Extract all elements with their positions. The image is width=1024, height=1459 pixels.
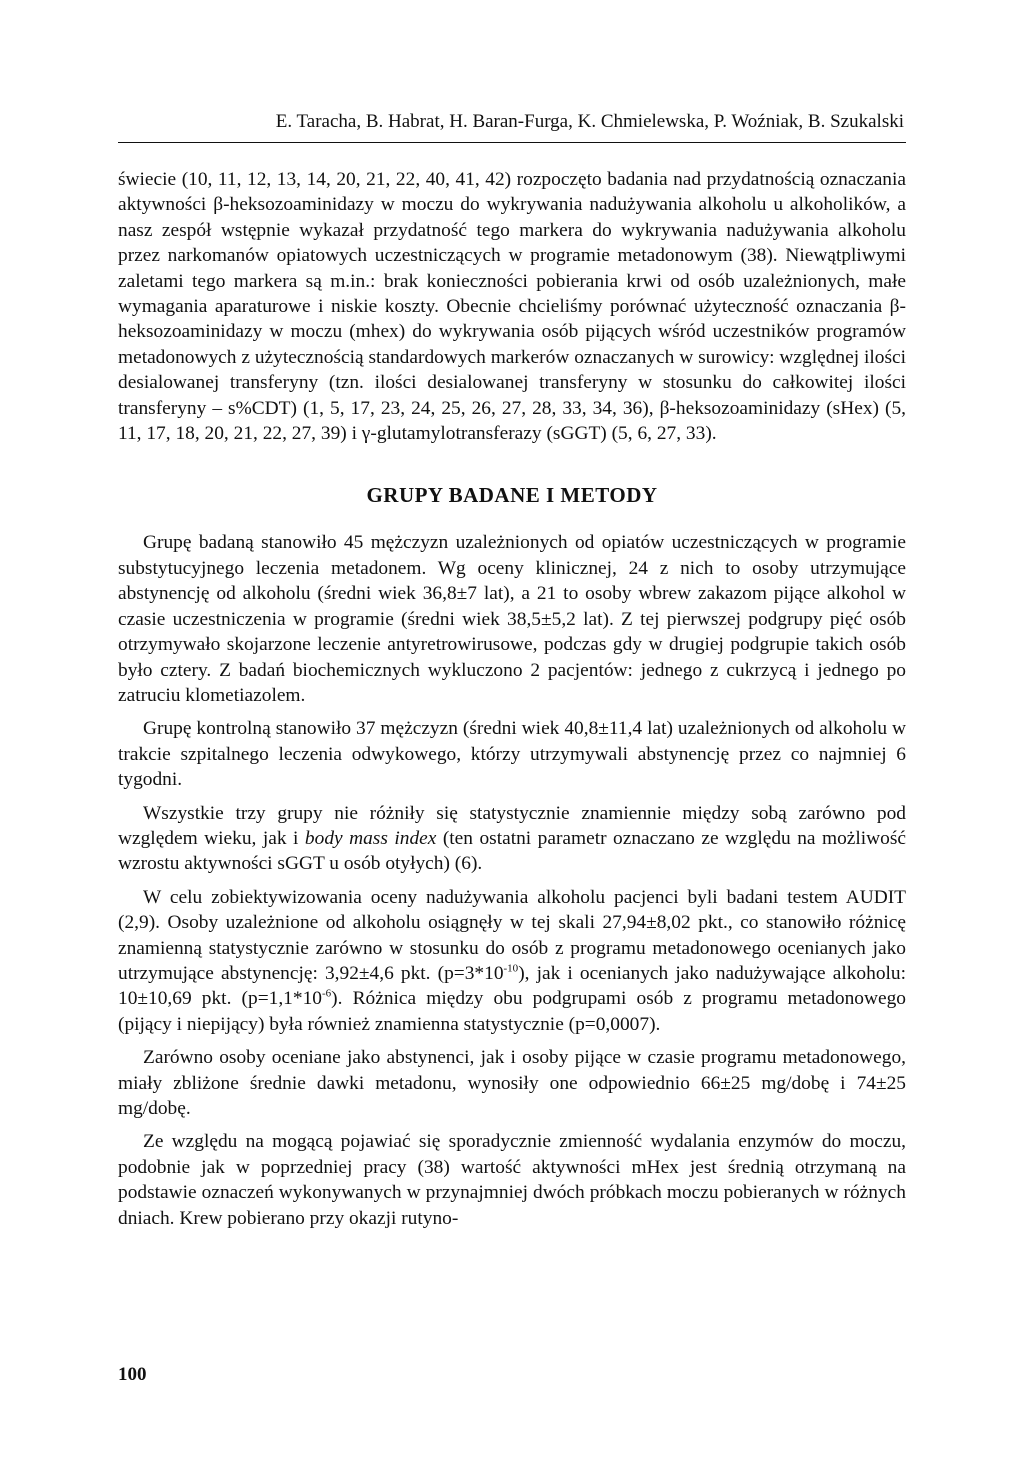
paragraph-audit [118,885,906,1037]
paragraph-audit-part-a: W celu zobiektywizowania oceny nadużywania alkoholu pacjenci byli badani testem AUDIT (2,9). Osoby uzależnione od alkoholu osiągnęły w tej skali 27,94±8,02 pkt., co stanowiło różnicę znamienną statystycznie zarówno w stosunku do osób z programu metadonowego ocenianych jako utrzymujące abstynencję: 3,92±4,6 pkt. (p=3*10 [118,886,906,984]
intro-paragraph: świecie (10, 11, 12, 13, 14, 20, 21, 22, 40, 41, 42) rozpoczęto badania nad przydatnością oznaczania aktywności β-heksozoaminidazy w moczu do wykrywania nadużywania alkoholu u alkoholików, a nasz zespół wstępnie wykazał przydatność tego markera do wykrywania nadużywania alkoholu przez narkomanów opiatowych uczestniczących w programie metadonowym (38). Niewątpliwymi zaletami tego markera są m.in.: brak konieczności pobierania krwi od osób uzależnionych, małe wymagania aparaturowe i niskie koszty. Obecnie chcieliśmy porównać użyteczność oznaczania β-heksozoaminidazy w moczu (mhex) do wykrywania osób pijących wśród uczestników programów metadonowych z użytecznością standardowych markerów oznaczanych w surowicy: względnej ilości desialowanej transferyny (tzn. ilości desialowanej transferyny w stosunku do całkowitej ilości transferyny – s%CDT) (1, 5, 17, 23, 24, 25, 26, 27, 28, 33, 34, 36), β-heksozoaminidazy (sHex) (5, 11, 17, 18, 20, 21, 22, 27, 39) i γ-glutamylotransferazy (sGGT) (5, 6, 27, 33). [118,169,906,445]
superscript-b: -6 [321,987,332,1000]
superscript-a: -10 [503,962,519,975]
paragraph-audit-part-c: ). Różnica między obu podgrupami osób z programu metadonowego (pijący i niepijący) była również znamienna statystycznie (p=0,0007). [118,988,906,1035]
paragraph-methadone-doses: Zarówno osoby oceniane jako abstynenci, jak i osoby pijące w czasie programu metadonowego, miały zbliżone średnie dawki metadonu, wynosiły one odpowiednio 66±25 mg/dobę i 74±25 mg/dobę. [118,1047,906,1119]
page-content [118,110,906,1239]
paragraph-audit-part-b: ), jak i ocenianych jako nadużywające alkoholu: 10±10,69 pkt. (p=1,1*10 [118,962,906,1010]
paragraph-comparison [118,801,906,877]
section-heading: GRUPY BADANE I METODY [366,483,658,508]
header-rule [118,142,906,143]
paragraph-study-group: Grupę badaną stanowiło 45 mężczyzn uzależnionych od opiatów uczestniczących w programie substytucyjnego leczenia metadonem. Wg oceny klinicznej, 24 z nich to osoby utrzymujące abstynencję od alkoholu (średni wiek 36,8±7 lat), a 21 to osoby wbrew zakazom pijące alkohol w czasie uczestniczenia w programie (średni wiek 38,5±5,2 lat). Z tej pierwszej podgrupy pięć osób otrzymywało skojarzone leczenie antyretrowirusowe, podczas gdy w drugiej podgrupie takich osób było cztery. Z badań biochemicznych wykluczono 2 pacjentów: jednego z cukrzycą i jednego po zatruciu klometiazolem. [118,532,906,706]
running-head: E. Taracha, B. Habrat, H. Baran-Furga, K. Chmielewska, P. Woźniak, B. Szukalski [275,111,904,132]
paragraph-comparison-part-1: Wszystkie trzy grupy nie różniły się statystycznie znamiennie między sobą zarówno pod względem wieku, jak i [118,802,906,849]
paragraph-comparison-italic: body mass index [304,827,437,849]
paragraph-control-group: Grupę kontrolną stanowiło 37 mężczyzn (średni wiek 40,8±11,4 lat) uzależnionych od alkoholu w trakcie szpitalnego leczenia odwykowego, którzy utrzymywali abstynencję przez co najmniej 6 tygodni. [118,718,906,791]
page-number: 100 [118,1364,147,1385]
paragraph-comparison-part-2: (ten ostatni parametr oznaczano ze względu na możliwość wzrostu aktywności sGGT u osób otyłych) (6). [118,827,906,875]
paragraph-urine-samples: Ze względu na mogącą pojawiać się sporadycznie zmienność wydalania enzymów do moczu, podobnie jak w poprzedniej pracy (38) wartość aktywności mHex jest średnią otrzymaną na podstawie oznaczeń wykonywanych w przynajmniej dwóch próbkach moczu pobieranych w różnych dniach. Krew pobierano przy okazji rutyno- [118,1131,906,1229]
